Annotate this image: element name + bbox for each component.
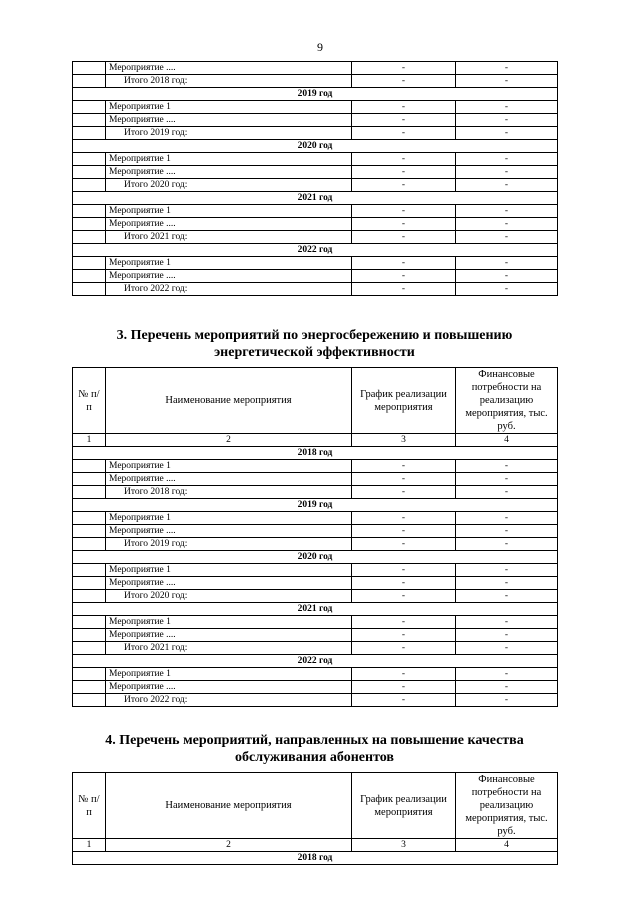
section-3-table: [72, 367, 558, 707]
year-row: [73, 603, 558, 616]
section-3-title: [72, 327, 557, 361]
total-label: Итого 2018 год:: [106, 486, 352, 499]
row-number-cell: [73, 473, 106, 486]
year-row: [73, 244, 558, 257]
year-label: 2019 год: [73, 499, 558, 512]
schedule-cell: -: [352, 179, 456, 192]
measure-name: Мероприятие 1: [106, 101, 352, 114]
row-number-cell: [73, 218, 106, 231]
schedule-cell: -: [352, 460, 456, 473]
column-number-4: 4: [456, 434, 558, 447]
finance-cell: -: [456, 681, 558, 694]
year-label: 2022 год: [73, 655, 558, 668]
schedule-cell: -: [352, 166, 456, 179]
table-row: [73, 218, 558, 231]
schedule-cell: -: [352, 75, 456, 88]
finance-cell: -: [456, 127, 558, 140]
total-row: [73, 283, 558, 296]
column-number-1: 1: [73, 839, 106, 852]
schedule-cell: -: [352, 62, 456, 75]
header-number: № п/п: [73, 368, 106, 434]
finance-cell: -: [456, 166, 558, 179]
finance-cell: -: [456, 590, 558, 603]
finance-cell: -: [456, 153, 558, 166]
section-4-table: [72, 772, 558, 865]
table-row: [73, 166, 558, 179]
row-number-cell: [73, 629, 106, 642]
finance-cell: -: [456, 283, 558, 296]
schedule-cell: -: [352, 681, 456, 694]
row-number-cell: [73, 460, 106, 473]
total-row: [73, 538, 558, 551]
finance-cell: -: [456, 694, 558, 707]
row-number-cell: [73, 577, 106, 590]
year-row: [73, 551, 558, 564]
row-number-cell: [73, 153, 106, 166]
schedule-cell: -: [352, 616, 456, 629]
total-label: Итого 2019 год:: [106, 127, 352, 140]
row-number-cell: [73, 512, 106, 525]
finance-cell: -: [456, 564, 558, 577]
table-row: [73, 681, 558, 694]
finance-cell: -: [456, 101, 558, 114]
row-number-cell: [73, 179, 106, 192]
finance-cell: -: [456, 270, 558, 283]
table-header-row: [73, 368, 558, 434]
schedule-cell: -: [352, 629, 456, 642]
table-row: [73, 473, 558, 486]
year-label: 2020 год: [73, 551, 558, 564]
table-row: [73, 564, 558, 577]
schedule-cell: -: [352, 114, 456, 127]
schedule-cell: -: [352, 231, 456, 244]
column-numbers-row: [73, 839, 558, 852]
measure-name: Мероприятие ....: [106, 525, 352, 538]
finance-cell: -: [456, 473, 558, 486]
row-number-cell: [73, 283, 106, 296]
row-number-cell: [73, 668, 106, 681]
row-number-cell: [73, 205, 106, 218]
year-row: [73, 852, 558, 865]
schedule-cell: -: [352, 564, 456, 577]
schedule-cell: -: [352, 694, 456, 707]
table-row: [73, 205, 558, 218]
row-number-cell: [73, 231, 106, 244]
measure-name: Мероприятие 1: [106, 153, 352, 166]
table-row: [73, 460, 558, 473]
schedule-cell: -: [352, 668, 456, 681]
year-row: [73, 140, 558, 153]
column-number-4: 4: [456, 839, 558, 852]
row-number-cell: [73, 166, 106, 179]
year-label: 2019 год: [73, 88, 558, 101]
row-number-cell: [73, 681, 106, 694]
schedule-cell: -: [352, 486, 456, 499]
total-label: Итого 2020 год:: [106, 590, 352, 603]
table-header-row: [73, 773, 558, 839]
total-label: Итого 2019 год:: [106, 538, 352, 551]
finance-cell: -: [456, 512, 558, 525]
row-number-cell: [73, 538, 106, 551]
finance-cell: -: [456, 577, 558, 590]
schedule-cell: -: [352, 205, 456, 218]
schedule-cell: -: [352, 538, 456, 551]
row-number-cell: [73, 75, 106, 88]
header-schedule: График реализации мероприятия: [352, 773, 456, 839]
schedule-cell: -: [352, 473, 456, 486]
schedule-cell: -: [352, 283, 456, 296]
column-numbers-row: [73, 434, 558, 447]
finance-cell: -: [456, 114, 558, 127]
measure-name: Мероприятие 1: [106, 512, 352, 525]
section-4-title: [72, 732, 557, 766]
measure-name: Мероприятие ....: [106, 218, 352, 231]
measure-name: Мероприятие 1: [106, 616, 352, 629]
column-number-3: 3: [352, 434, 456, 447]
measure-name: Мероприятие ....: [106, 629, 352, 642]
section-4-title-line-2: обслуживания абонентов: [235, 750, 394, 765]
schedule-cell: -: [352, 270, 456, 283]
row-number-cell: [73, 642, 106, 655]
year-label: 2021 год: [73, 192, 558, 205]
header-finance: Финансовые потребности на реализацию мероприятия, тыс. руб.: [456, 773, 558, 839]
schedule-cell: -: [352, 101, 456, 114]
total-row: [73, 486, 558, 499]
table-row: [73, 616, 558, 629]
column-number-2: 2: [106, 434, 352, 447]
schedule-cell: -: [352, 127, 456, 140]
section-4-title-line-1: 4. Перечень мероприятий, направленных на повышение качества: [105, 733, 524, 748]
table-row: [73, 629, 558, 642]
column-number-2: 2: [106, 839, 352, 852]
finance-cell: -: [456, 629, 558, 642]
measure-name: Мероприятие ....: [106, 166, 352, 179]
finance-cell: -: [456, 257, 558, 270]
finance-cell: -: [456, 616, 558, 629]
header-name: Наименование мероприятия: [106, 368, 352, 434]
table-row: [73, 101, 558, 114]
row-number-cell: [73, 127, 106, 140]
year-label: 2018 год: [73, 447, 558, 460]
table-row: [73, 153, 558, 166]
measure-name: Мероприятие 1: [106, 668, 352, 681]
header-schedule: График реализации мероприятия: [352, 368, 456, 434]
row-number-cell: [73, 564, 106, 577]
year-label: 2022 год: [73, 244, 558, 257]
total-label: Итого 2021 год:: [106, 642, 352, 655]
finance-cell: -: [456, 218, 558, 231]
row-number-cell: [73, 486, 106, 499]
table-row: [73, 270, 558, 283]
table-row: [73, 114, 558, 127]
measure-name: Мероприятие ....: [106, 270, 352, 283]
year-label: 2020 год: [73, 140, 558, 153]
schedule-cell: -: [352, 642, 456, 655]
row-number-cell: [73, 270, 106, 283]
measure-name: Мероприятие ....: [106, 577, 352, 590]
total-row: [73, 231, 558, 244]
row-number-cell: [73, 590, 106, 603]
row-number-cell: [73, 114, 106, 127]
total-label: Итого 2018 год:: [106, 75, 352, 88]
row-number-cell: [73, 525, 106, 538]
year-row: [73, 499, 558, 512]
total-label: Итого 2022 год:: [106, 694, 352, 707]
row-number-cell: [73, 616, 106, 629]
measure-name: Мероприятие 1: [106, 205, 352, 218]
year-label: 2018 год: [73, 852, 558, 865]
schedule-cell: -: [352, 257, 456, 270]
total-label: Итого 2021 год:: [106, 231, 352, 244]
year-row: [73, 655, 558, 668]
table-row: [73, 257, 558, 270]
table-row: [73, 62, 558, 75]
year-row: [73, 192, 558, 205]
finance-cell: -: [456, 538, 558, 551]
finance-cell: -: [456, 486, 558, 499]
header-finance: Финансовые потребности на реализацию мероприятия, тыс. руб.: [456, 368, 558, 434]
schedule-cell: -: [352, 512, 456, 525]
total-row: [73, 179, 558, 192]
row-number-cell: [73, 694, 106, 707]
finance-cell: -: [456, 525, 558, 538]
table-row: [73, 525, 558, 538]
table-row: [73, 577, 558, 590]
measure-name: Мероприятие ....: [106, 473, 352, 486]
column-number-1: 1: [73, 434, 106, 447]
measure-name: Мероприятие ....: [106, 62, 352, 75]
finance-cell: -: [456, 205, 558, 218]
schedule-cell: -: [352, 218, 456, 231]
schedule-cell: -: [352, 577, 456, 590]
schedule-cell: -: [352, 590, 456, 603]
finance-cell: -: [456, 642, 558, 655]
section-3-title-line-2: энергетической эффективности: [214, 345, 415, 360]
measure-name: Мероприятие 1: [106, 564, 352, 577]
measure-name: Мероприятие ....: [106, 114, 352, 127]
top-continuation-table: [72, 61, 558, 296]
finance-cell: -: [456, 460, 558, 473]
measure-name: Мероприятие 1: [106, 257, 352, 270]
total-label: Итого 2020 год:: [106, 179, 352, 192]
table-row: [73, 512, 558, 525]
total-row: [73, 127, 558, 140]
measure-name: Мероприятие 1: [106, 460, 352, 473]
page-number: 9: [317, 40, 323, 54]
total-row: [73, 75, 558, 88]
row-number-cell: [73, 62, 106, 75]
row-number-cell: [73, 257, 106, 270]
row-number-cell: [73, 101, 106, 114]
finance-cell: -: [456, 62, 558, 75]
schedule-cell: -: [352, 525, 456, 538]
year-row: [73, 447, 558, 460]
schedule-cell: -: [352, 153, 456, 166]
finance-cell: -: [456, 231, 558, 244]
year-label: 2021 год: [73, 603, 558, 616]
finance-cell: -: [456, 668, 558, 681]
measure-name: Мероприятие ....: [106, 681, 352, 694]
header-number: № п/п: [73, 773, 106, 839]
section-3-title-line-1: 3. Перечень мероприятий по энергосбережению и повышению: [116, 328, 513, 343]
total-label: Итого 2022 год:: [106, 283, 352, 296]
finance-cell: -: [456, 75, 558, 88]
total-row: [73, 694, 558, 707]
total-row: [73, 642, 558, 655]
column-number-3: 3: [352, 839, 456, 852]
table-row: [73, 668, 558, 681]
header-name: Наименование мероприятия: [106, 773, 352, 839]
year-row: [73, 88, 558, 101]
total-row: [73, 590, 558, 603]
finance-cell: -: [456, 179, 558, 192]
